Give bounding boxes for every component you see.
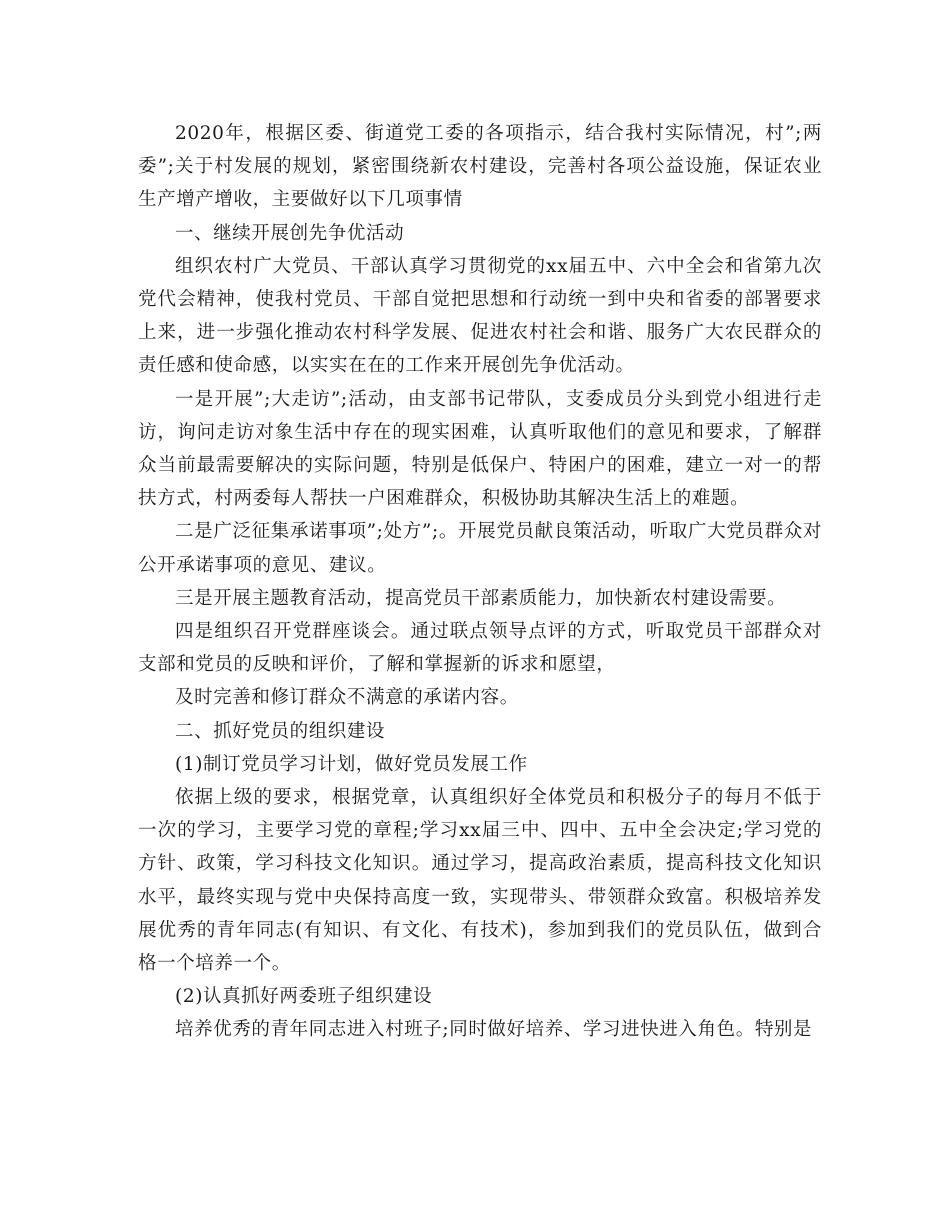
body-paragraph: 一是开展”;大走访”;活动，由支部书记带队，支委成员分头到党小组进行走访，询问走访对象生活中存在的现实困难，认真听取他们的意见和要求，了解群众当前最需要解决的实际问题，特别是低保户、特困户的困难，建立一对一的帮扶方式，村两委每人帮扶一户困难群众，积极协助其解决生活上的难题。 bbox=[138, 388, 822, 510]
body-paragraph: 及时完善和修订群众不满意的承诺内容。 bbox=[175, 687, 519, 709]
subsection-heading-2: (2)认真抓好两委班子组织建设 bbox=[175, 986, 433, 1008]
body-paragraph: 三是开展主题教育活动，提高党员干部素质能力，加快新农村建设需要。 bbox=[175, 587, 787, 609]
body-paragraph: 二是广泛征集承诺事项”;处方”;。开展党员献良策活动，听取广大党员群众对公开承诺事项的意见、建议。 bbox=[138, 521, 822, 576]
body-paragraph: 培养优秀的青年同志进入村班子;同时做好培养、学习进快进入角色。特别是 bbox=[175, 1019, 813, 1041]
intro-paragraph: 2020年，根据区委、街道党工委的各项指示，结合我村实际情况，村”;两委”;关于村发展的规划，紧密围绕新农村建设，完善村各项公益设施，保证农业生产增产增收，主要做好以下几项事情 bbox=[138, 123, 822, 211]
document-body bbox=[138, 117, 822, 1047]
body-paragraph: 依据上级的要求，根据党章，认真组织好全体党员和积极分子的每月不低于一次的学习，主要学习党的章程;学习xx届三中、四中、五中全会决定;学习党的方针、政策，学习科技文化知识。通过学习，提高政治素质，提高科技文化知识水平，最终实现与党中央保持高度一致，实现带头、带领群众致富。积极培养发展优秀的青年同志(有知识、有文化、有技术)，参加到我们的党员队伍，做到合格一个培养一个。 bbox=[138, 787, 822, 975]
subsection-heading-1: (1)制订党员学习计划，做好党员发展工作 bbox=[175, 753, 528, 775]
section-heading-1: 一、继续开展创先争优活动 bbox=[175, 222, 405, 244]
body-paragraph: 组织农村广大党员、干部认真学习贯彻党的xx届五中、六中全会和省第九次党代会精神，使我村党员、干部自觉把思想和行动统一到中央和省委的部署要求上来，进一步强化推动农村科学发展、促进农村社会和谐、服务广大农民群众的责任感和使命感，以实实在在的工作来开展创先争优活动。 bbox=[138, 255, 822, 377]
section-heading-2: 二、抓好党员的组织建设 bbox=[175, 720, 386, 742]
body-paragraph: 四是组织召开党群座谈会。通过联点领导点评的方式，听取党员干部群众对支部和党员的反映和评价，了解和掌握新的诉求和愿望， bbox=[138, 621, 822, 676]
